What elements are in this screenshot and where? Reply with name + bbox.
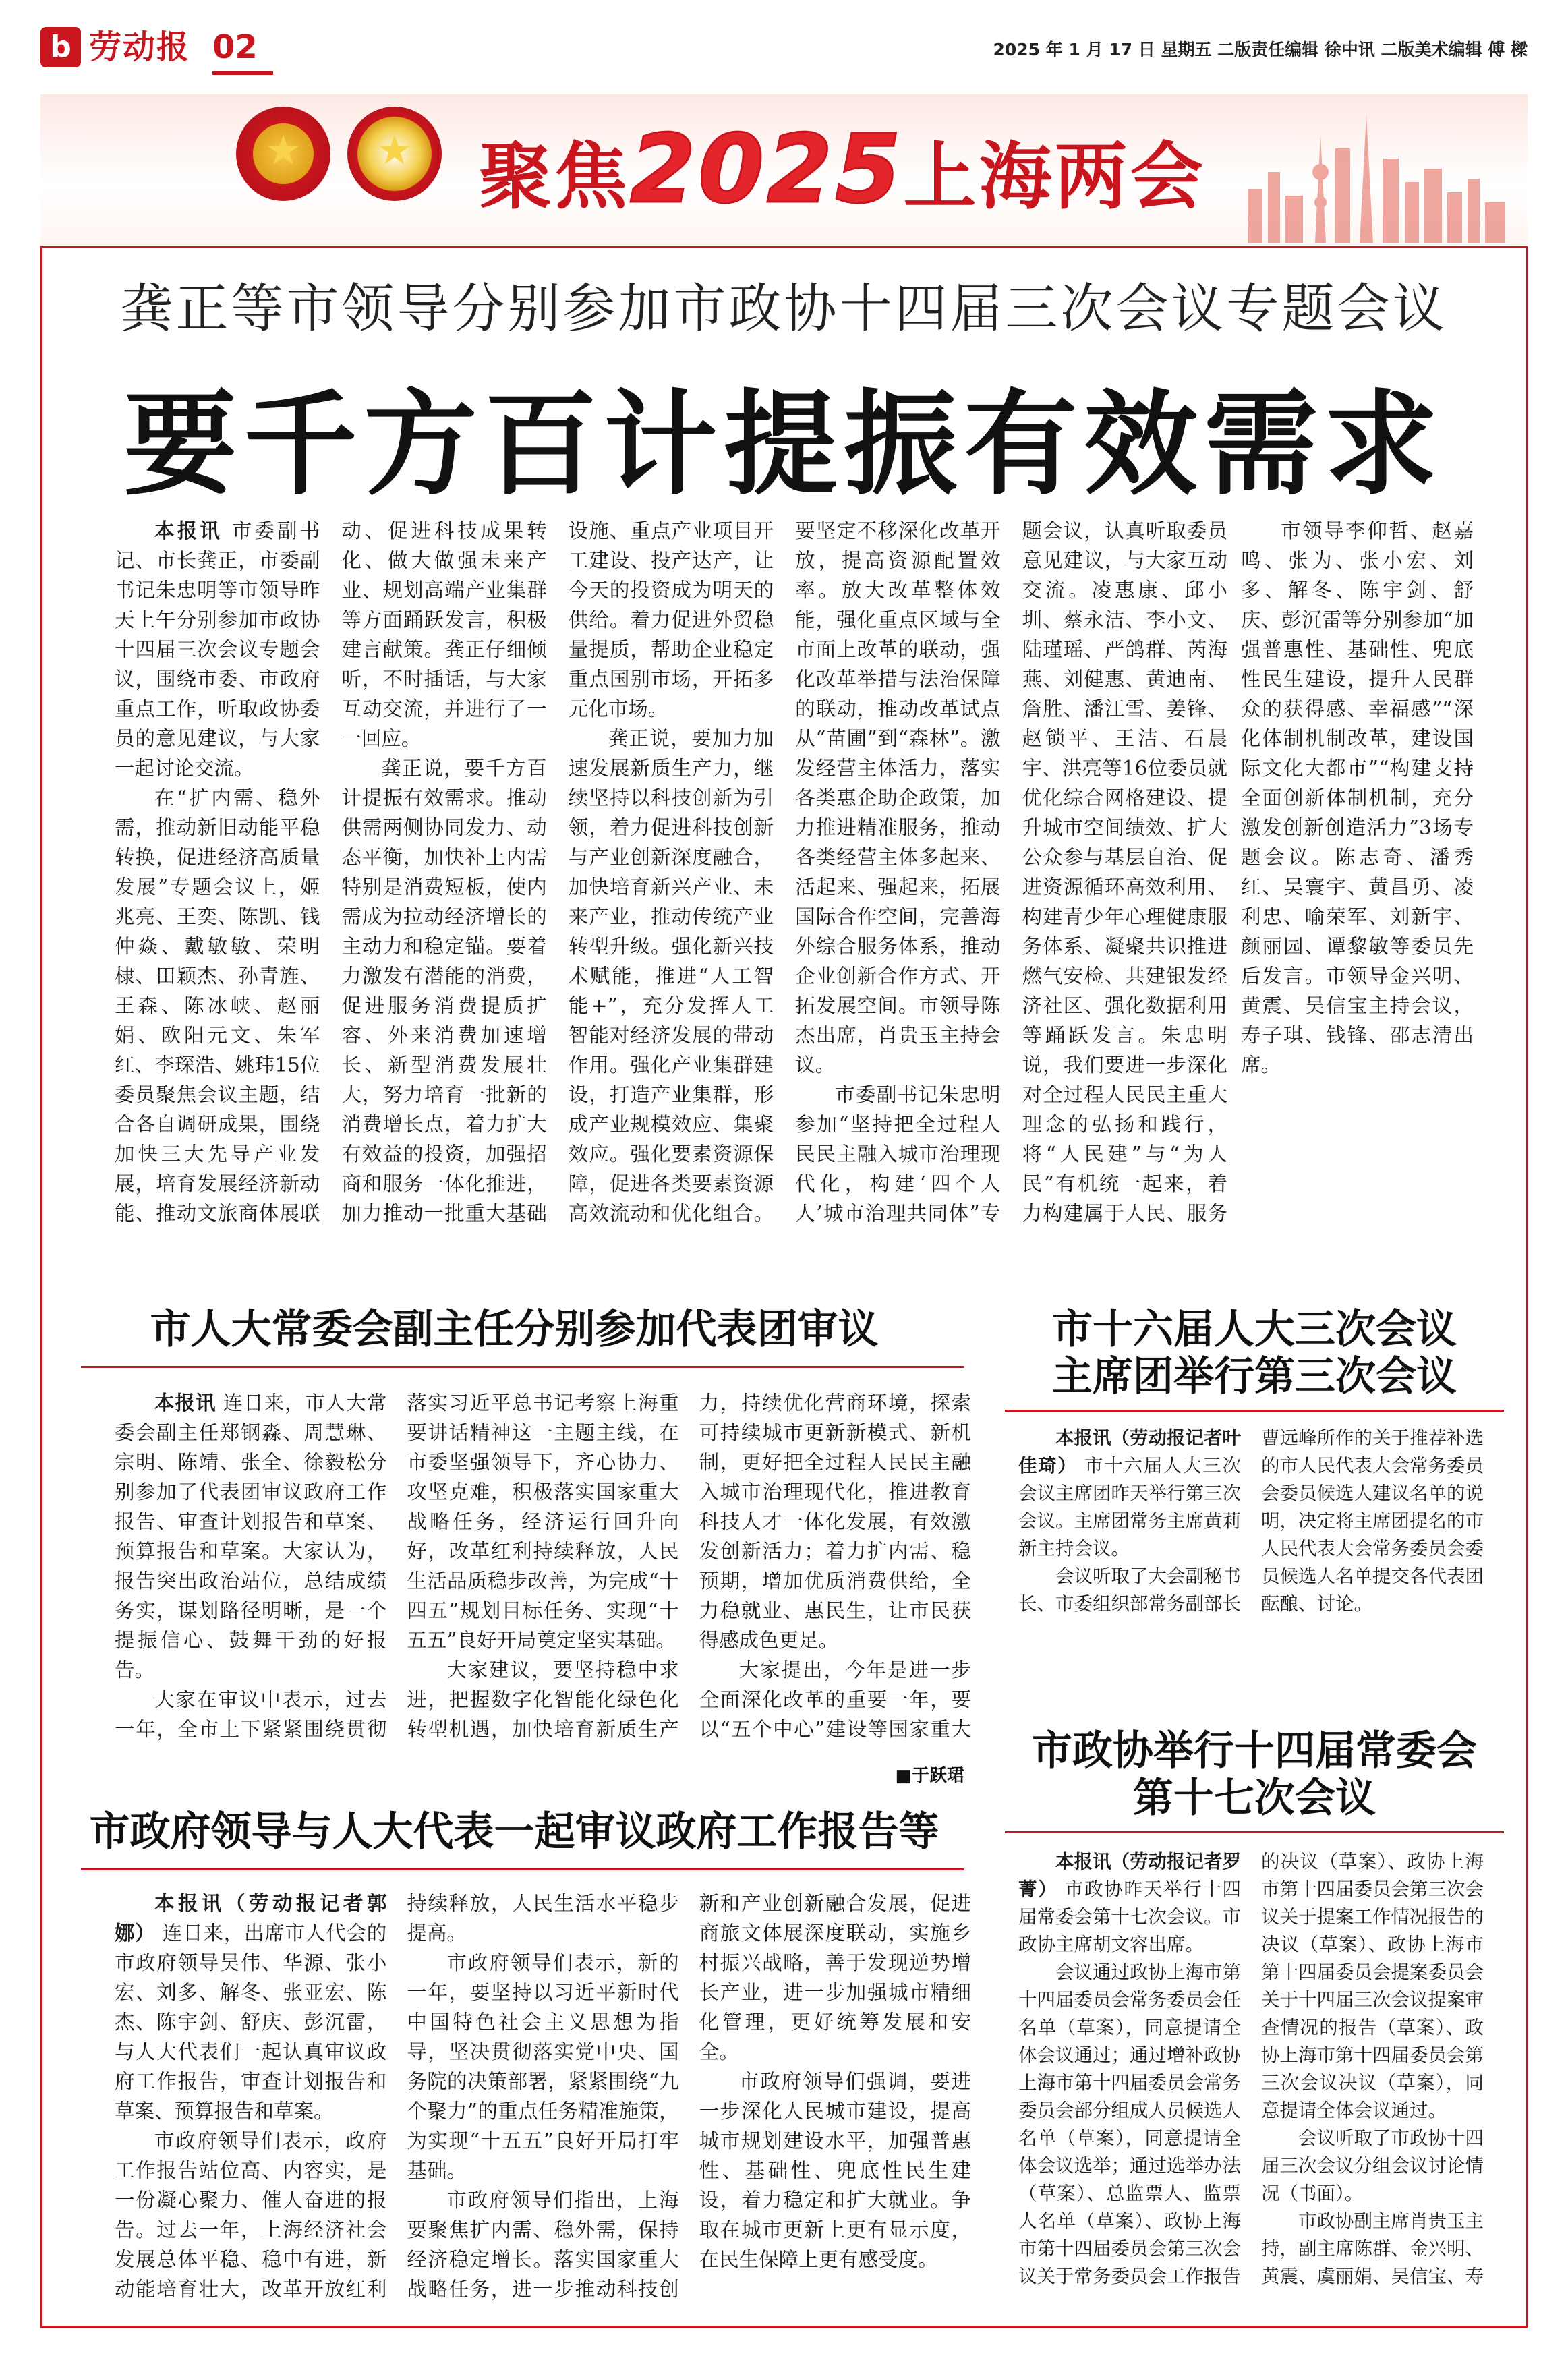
npc-byline: ■于跃珺 [895,1766,964,1786]
cppcc-headline-line2: 第十七次会议 [1133,1775,1376,1822]
npc-rule [81,1366,964,1368]
government-paragraph-2: 市政府领导们表示，政府工作报告站位高、内容实，是一份凝心聚力、催人奋进的报告。过去一年，上海经济社会发展总体平稳、稳中有进，新动能培育壮大，改革开放红利持续释放，人民生活水平稳步提高。 [115,1892,679,2301]
page-number: 02 [212,28,258,66]
cppcc-lead-label: 本报讯（劳动报记者罗菁） [1018,1851,1241,1900]
npc-paragraph-4: 大家提出，今年是进一步全面深化改革的重要一年，要以“五个中心”建设等国家重大 [699,1659,971,1741]
cppcc-story-body [1018,1848,1484,2307]
presidium-headline-line1: 市十六届人大三次会议 [1052,1306,1457,1353]
presidium-story-body [1018,1425,1484,1701]
government-lead-label: 本报讯（劳动报记者郭娜） [115,1892,387,1945]
lead-paragraph-2: 在“扩内需、稳外需，推动新旧动能平稳转换，促进经济高质量发展”专题会议上，姬兆亮、王奕、陈凯、钱仲焱、戴敏敏、荣明棣、田颖杰、孙青旌、王森、陈冰峡、赵丽娟、欧阳元文、朱军红、李琛浩、姚玮15位委员聚焦会议主题，结合各自调研成果，围绕加快三大先导产业发展，培育发展经济新动能、推动文旅商体展联动、促进科技成果转化、做大做强未来产业、规划高端产业集群等方面踊跃发言，积极建言献策。龚正仔细倾听，不时插话，与大家互动交流，并进行了一一回应。 [115,519,547,1225]
edition-meta: 2025 年 1 月 17 日 星期五 二版责任编辑 徐中讯 二版美术编辑 傅 樑 [993,40,1528,59]
cppcc-paragraph-2: 会议通过政协上海市第十四届委员会常务委员会任名单（草案），同意提请全体会议通过；通过增补政协上海市第十四届委员会常务委员会部分组成人员候选人名单（草案），同意提请全体会议选举；通过选举办法（草案）、总监票人、监票人名单（草案）、政协上海市第十四届委员会第三次会议关于常务委员会工作报告的决议（草案）、政协上海市第十四届委员会第三次会议关于提案工作情况报告的决议（草案）、政协上海市第十四届委员会提案委员会关于十四届三次会议提案审查情况的报告（草案）、政协上海市第十四届委员会第三次会议决议（草案），同意提请全体会议通过。 [1018,1851,1484,2287]
page-number-underline [212,71,273,75]
presidium-paragraph-1: 本报讯（劳动报记者叶佳琦） 市十六届人大三次会议主席团昨天举行第三次会议。主席团常务主席黄莉新主持会议。 [1018,1427,1242,1559]
cppcc-headline-line1: 市政协举行十四届常委会 [1032,1727,1477,1775]
npc-paragraph-1: 本报讯 连日来，市人大常委会副主任郑钢淼、周慧琳、宗明、陈靖、张全、徐毅松分别参加了代表团审议政府工作报告、审查计划报告和草案、预算报告和草案。大家认为，报告突出政治站位，总结成绩务实，谋划路径明晰，是一个提振信心、鼓舞干劲的好报告。 [115,1391,387,1682]
skyline-icon [1241,108,1511,243]
lead-label: 本报讯 [154,519,223,542]
government-paragraph-1: 本报讯（劳动报记者郭娜） 连日来，出席市人代会的市政府领导吴伟、华源、张小宏、刘多、解冬、张亚宏、陈杰、陈宇剑、舒庆、彭沉雷，与人大代表们一起认真审议政府工作报告，审查计划报告和草案、预算报告和草案。 [115,1892,387,2123]
lead-story-body [115,516,1227,1241]
banner-prefix: 聚焦 [479,135,631,219]
government-story-body [115,1889,971,2307]
cppcc-emblem-icon: ★ [347,107,442,201]
section-banner [40,94,1528,246]
banner-year: 2025 [630,115,904,225]
lead-paragraph-3: 龚正说，要千方百计提振有效需求。推动供需两侧协同发力、动态平衡，加快补上内需特别是消费短板，使内需成为拉动经济增长的主动力和稳定锚。要着力激发有潜能的消费，促进服务消费提质扩容、外来消费加速增长、新型消费发展壮大，努力培育一批新的消费增长点，着力扩大有效益的投资，加强招商和服务一体化推进，加力推动一批重大基础设施、重点产业项目开工建设、投产达产，让今天的投资成为明天的供给。着力促进外贸稳量提质，帮助企业稳定重点国别市场，开拓多元化市场。 [341,519,774,1225]
presidium-lead-label: 本报讯（劳动报记者叶佳琦） [1018,1427,1241,1476]
npc-headline: 市人大常委会副主任分别参加代表团审议 [150,1306,879,1353]
cppcc-rule [1005,1831,1504,1833]
newspaper-logo-icon: b [40,27,81,67]
cppcc-paragraph-3: 会议听取了市政协十四届三次会议分组会议讨论情况（书面）。 [1261,2127,1484,2204]
national-emblem-icon: ★ [236,107,330,201]
npc-paragraph-2: 大家在审议中表示，过去一年，全市上下紧紧围绕贯彻落实习近平总书记考察上海重要讲话精神这一主题主线，在市委坚强领导下，齐心协力、攻坚克难，积极落实国家重大战略任务，经济运行回升向好，改革红利持续释放，人民生活品质稳步改善，为完成“十四五”规划目标任务、实现“十五五”良好开局奠定坚实基础。 [115,1391,679,1741]
presidium-rule [1005,1410,1504,1412]
lead-paragraph-6: 市领导李仰哲、赵嘉鸣、张为、张小宏、刘多、解冬、陈宇剑、舒庆、彭沉雷等分别参加“加强普惠性、基础性、兜底性民生建设，提升人民群众的获得感、幸福感”“深化体制机制改革，建设国际文化大都市”“构建支持全面创新体制机制，充分激发创新创造活力”3场专题会议。陈志奇、潘秀红、吴寰宇、黄昌勇、凌利忠、喻荣军、刘新宇、颜丽园、谭黎敏等委员先后发言。市领导金兴明、黄震、吴信宝主持会议，寿子琪、钱锋、邵志清出席。 [1241,519,1474,1076]
lead-headline: 要千方百计提振有效需求 [123,377,1445,511]
lead-story-body-last-column [1241,516,1474,1241]
banner-suffix: 上海两会 [903,135,1206,219]
banner-title [479,115,1206,225]
cppcc-paragraph-4: 市政协副主席肖贵玉主持，副主席陈群、金兴明、黄震、虞丽娟、吴信宝、寿 [1261,2210,1484,2287]
page-header [40,27,1528,88]
government-rule [81,1868,964,1870]
government-paragraph-3: 市政府领导们表示，新的一年，要坚持以习近平新时代中国特色社会主义思想为指导，坚决贯彻落实党中央、国务院的决策部署，紧紧围绕“九个聚力”的重点任务精准施策，为实现“十五五”良好开局打牢基础。 [407,1951,679,2182]
cppcc-paragraph-1: 本报讯（劳动报记者罗菁） 市政协昨天举行十四届常委会第十七次会议。市政协主席胡文容出席。 [1018,1851,1242,1955]
presidium-headline-line2: 主席团举行第三次会议 [1052,1353,1457,1400]
npc-lead-label: 本报讯 [154,1391,216,1414]
newspaper-name: 劳动报 [89,28,191,66]
presidium-paragraph-2: 会议听取了大会副秘书长、市委组织部常务副部长曹远峰所作的关于推荐补选的市人民代表大会常务委员会委员候选人建议名单的说明，决定将主席团提名的市人民代表大会常务委员会委员候选人名单提交各代表团酝酿、讨论。 [1018,1427,1484,1615]
lead-paragraph-5: 市委副书记朱忠明参加“坚持把全过程人民民主融入城市治理现代化，构建‘四个人人’城市治理共同体”专题会议，认真听取委员意见建议，与大家互动交流。凌惠康、邱小圳、蔡永洁、李小文、陆瑾瑶、严鸽群、芮海燕、刘健惠、黄迪南、詹胜、潘江雪、姜锋、赵锁平、王洁、石晨宇、洪亮等16位委员就优化综合网格建设、提升城市空间绩效、扩大公众参与基层自治、促进资源循环高效利用、构建青少年心理健康服务体系、凝聚共识推进燃气安检、共建银发经济社区、强化数据利用等踊跃发言。朱忠明说，我们要进一步深化对全过程人民民主重大理念的弘扬和践行，将“人民建”与“为人民”有机统一起来，着力构建属于人民、服务 [795,519,1227,1225]
npc-paragraph-3: 大家建议，要坚持稳中求进，把握数字化智能化绿色化转型机遇，加快培育新质生产力，持续优化营商环境，探索可持续城市更新新模式、新机制，更好把全过程人民民主融入城市治理现代化，推进教育科技人才一体化发展，有效激发创新活力；着力扩内需、稳预期，增加优质消费供给，全力稳就业、惠民生，让市民获得感成色更足。 [407,1391,971,1741]
lead-kicker: 龚正等市领导分别参加市政协十四届三次会议专题会议 [120,279,1448,339]
npc-story-body [115,1388,971,1759]
government-paragraph-5: 市政府领导们强调，要进一步深化人民城市建设，提高城市规划建设水平，加强普惠性、基础性、兜底性民生建设，着力稳定和扩大就业。争取在城市更新上更有显示度，在民生保障上更有感受度。 [699,2070,971,2271]
lead-paragraph-1: 本报讯 市委副书记、市长龚正，市委副书记朱忠明等市领导昨天上午分别参加市政协十四届三次会议专题会议，围绕市委、市政府重点工作，听取政协委员的意见建议，与大家一起讨论交流。 [115,519,320,780]
government-headline: 市政府领导与人大代表一起审议政府工作报告等 [89,1808,939,1856]
lead-paragraph-4: 龚正说，要加力加速发展新质生产力，继续坚持以科技创新为引领，着力促进科技创新与产业创新深度融合，加快培育新兴产业、未来产业，推动传统产业转型升级。强化新兴技术赋能，推进“人工智能+”，充分发挥人工智能对经济发展的带动作用。强化产业集群建设，打造产业集群，形成产业规模效应、集聚效应。强化要素资源保障，促进各类要素资源高效流动和优化组合。要坚定不移深化改革开放，提高资源配置效率。放大改革整体效能，强化重点区域与全市面上改革的联动，强化改革举措与法治保障的联动，推动改革试点从“苗圃”到“森林”。激发经营主体活力，落实各类惠企助企政策，加力推进精准服务，推动各类经营主体多起来、活起来、强起来，拓展国际合作空间，完善海外综合服务体系，推动企业创新合作方式、开拓发展空间。市领导陈杰出席，肖贵玉主持会议。 [568,519,1001,1225]
government-paragraph-4: 市政府领导们指出，上海要聚焦扩内需、稳外需，保持经济稳定增长。落实国家重大战略任务，进一步推动科技创新和产业创新融合发展，促进商旅文体展深度联动，实施乡村振兴战略，善于发现逆势增长产业，进一步加强城市精细化管理，更好统筹发展和安全。 [407,1892,971,2301]
